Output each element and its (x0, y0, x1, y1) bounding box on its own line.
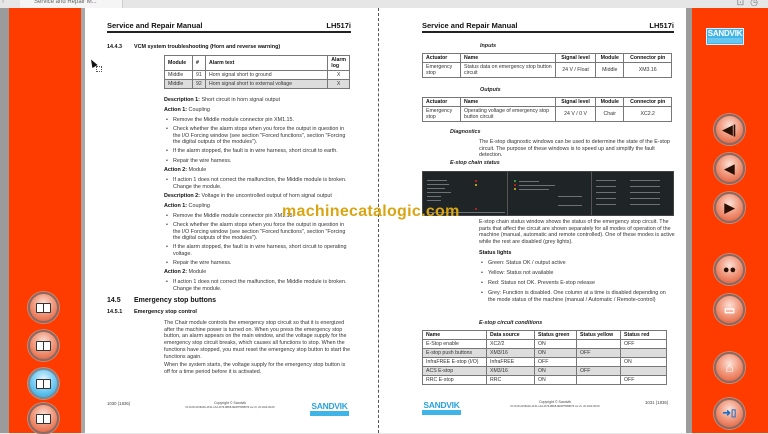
copyright-right: Copyright © Sandvik ID:CUID-0158A0A-1F41-1A3-4479-9BD8-9E08755B8979 ver:v0, 20 2022-09-08 (510, 400, 600, 408)
section-14-5-1-number: 14.5.1 (107, 309, 123, 315)
book-edit-icon (36, 341, 51, 351)
estop-chain-status-screenshot (422, 171, 674, 216)
print-button[interactable] (714, 294, 745, 325)
bookmark-icon[interactable]: ⊡ (736, 0, 751, 7)
sandvik-footer-logo-right: SANDVIK (422, 400, 461, 415)
green-status-light (514, 180, 516, 182)
list-item: • Repair the wire harness. (166, 260, 352, 267)
previous-page-icon: ◀ (724, 160, 735, 176)
outputs-table: Actuator Name Signal level Module Connector pin Emergency stop Operating voltage of emergency stop button circuit 24 V / 0 V Chair XC2.2 (422, 97, 672, 122)
left-page-header (107, 21, 351, 33)
red-status-light (475, 208, 477, 210)
machine-model: LH517i (326, 21, 351, 30)
diagnostics-text: The E-stop diagnostic windows can be used to determine the state of the E-stop circuit. The purpose of these windows is to speed up and simplify the fault detection. (479, 139, 670, 159)
col-module: Module (165, 56, 193, 71)
manual-title: Service and Repair Manual (422, 21, 518, 30)
page-number-right: 1031 (1836) (645, 400, 669, 405)
description-2: Description 2: Voltage in the uncontrolled output of horn signal output (164, 193, 332, 199)
next-page-icon: ▶ (724, 199, 735, 215)
emergency-stop-paragraph-2: When the system starts, the voltage supply for the emergency stop button is off for a time period before it is activated. (164, 362, 346, 375)
first-page-button[interactable] (714, 114, 745, 145)
table-row: Middle 91 Horn signal short to ground X (165, 71, 350, 80)
inputs-table: Actuator Name Signal level Module Connector pin Emergency stop Status data on emergency stop button circuit 24 V / Float Middle XM3.16 (422, 53, 672, 78)
manual-title: Service and Repair Manual (107, 21, 203, 30)
status-lights-title: Status lights (479, 250, 512, 256)
red-status-light (475, 180, 477, 182)
conditions-title: E-stop circuit conditions (479, 320, 543, 326)
table-row: E-Stop enable XC2/2 ON OFF (423, 340, 667, 349)
list-item: • If the alarm stopped, the fault is in wire harness, short circuit to earth. (166, 148, 352, 155)
browser-tab-bar (0, 0, 768, 8)
right-page-header (422, 21, 674, 33)
table-row: ACS E-stop XM3/16 ON OFF (423, 367, 667, 376)
list-item: • Check whether the alarm stops when you force the output in question in the I/O Forcing window (see section "Forced functions", section "Forcing the digital outputs of the modules"). (166, 222, 352, 242)
list-item: • If action 1 does not correct the malfunction, the Middle module is broken. Change the module. (166, 279, 352, 292)
list-item: • Repair the wire harness. (166, 158, 352, 165)
col-alarm-log: Alarm log (328, 56, 350, 71)
exit-button[interactable] (714, 398, 745, 429)
table-row: Emergency stop Operating voltage of emergency stop button circuit 24 V / 0 V Chair XC2.2 (423, 107, 672, 122)
book-link-icon (36, 379, 51, 389)
list-item: • Grey: Function is disabled. One column at a time is disabled depending on the mode status of the machine (manual / Automatic / Remote-control) (481, 290, 671, 303)
home-button[interactable] (714, 352, 745, 383)
help-icon[interactable]: ◷ (750, 0, 764, 7)
list-item: • If the alarm stopped, the fault is in wire harness, short circuit to operating voltage. (166, 244, 352, 257)
table-row: InfraFREE E-stop (I/O) InfraFREE OFF ON (423, 358, 667, 367)
home-icon: ⌂ (725, 360, 734, 375)
outputs-caption: Outputs (480, 87, 501, 93)
estop-pane-legend (508, 172, 592, 215)
previous-page-button[interactable] (714, 153, 745, 184)
red-status-light (514, 184, 516, 186)
first-page-icon: ◀| (722, 121, 737, 137)
copyright-left: Copyright © Sandvik ID:CUID-0158A0A-1F41-1A3-4479-9BD8-9E08755B8979 ver:v0, 20 2022-09-08 (185, 401, 275, 409)
alarm-table (164, 55, 350, 89)
col-number: # (193, 56, 206, 71)
section-14-5-title: Emergency stop buttons (134, 297, 217, 304)
book-index-button[interactable] (28, 403, 59, 434)
diagnostics-title: Diagnostics (450, 129, 481, 135)
action-2b: Action 2: Module (164, 269, 207, 275)
list-item: • Green: Status OK / output active (481, 260, 671, 267)
estop-pane-details (592, 172, 674, 215)
cursor-selection-icon (96, 66, 102, 72)
book-open-icon (36, 303, 51, 313)
section-14-5-number: 14.5 (107, 297, 121, 304)
chain-status-title: E-stop chain status (450, 160, 500, 166)
yellow-status-light (514, 188, 516, 190)
action-1: Action 1: Coupling (164, 107, 210, 113)
tab-scroll-left[interactable]: › (2, 0, 4, 5)
list-item: • Check whether the alarm stops when you force the output in question in the I/O Forcing window (see section "Forced functions", section "Forcing the digital outputs of the modules"). (166, 126, 352, 146)
col-alarm-text: Alarm text (206, 56, 328, 71)
book-link-button[interactable] (28, 368, 59, 399)
table-row: E-stop push buttons XM3/16 ON OFF (423, 349, 667, 358)
top-right-icons (737, 0, 764, 8)
machine-model: LH517i (649, 21, 674, 30)
yellow-status-light (475, 184, 477, 186)
page-number-left: 1030 (1836) (107, 401, 131, 406)
inputs-caption: Inputs (480, 43, 497, 49)
list-item: • Remove the Middle module connector pin XM1.15. (166, 213, 352, 220)
list-item: • Red: Status not OK. Prevents E-stop release (481, 280, 671, 287)
list-item: • Yellow: Status not available (481, 270, 671, 277)
chain-status-text: E-stop chain status window shows the status of the emergency stop circuit. The parts that affect the circuit are shown separately for all modes of operation of the machine (manual, automatic and remote controlled). One of these modes is active while the rest are disabled (grey lights). (479, 219, 675, 246)
sandvik-footer-logo-left: SANDVIK (310, 401, 349, 416)
description-1: Description 1: Short circuit in horn signal output (164, 97, 280, 103)
search-button[interactable] (714, 254, 745, 285)
action-1b: Action 1: Coupling (164, 203, 210, 209)
table-row: Middle 92 Horn signal short to external voltage X (165, 80, 350, 89)
watermark-text: machinecatalogic.com (282, 203, 460, 220)
exit-icon: ➜▯ (722, 408, 737, 419)
book-index-icon (36, 414, 51, 424)
book-edit-button[interactable] (28, 330, 59, 361)
section-14-5-1-title: Emergency stop control (134, 309, 197, 315)
section-title: VCM system troubleshooting (Horn and reverse warning) (134, 44, 281, 50)
list-item: • If action 1 does not correct the malfunction, the Middle module is broken. Change the module. (166, 177, 352, 190)
sandvik-brand-logo: SANDVIK (706, 28, 744, 45)
section-number: 14.4.3 (107, 44, 122, 50)
emergency-stop-paragraph-1: The Chair module controls the emergency stop circuit so that it is energized after the machine power is turned on. When you press the emergency stop button, an alarm appears on the main window, and the voltage supply for the emergency stop circuit breaks, which causes all functions to stop. When the functions have stopped, you must reset the emergency stop button to start the functions again. (164, 320, 351, 360)
table-row: Emergency stop Status data on emergency stop button circuit 24 V / Float Middle XM3.16 (423, 63, 672, 78)
book-open-button[interactable] (28, 292, 59, 323)
binoculars-icon: ●● (722, 263, 737, 276)
table-row: RRC E-stop RRC ON OFF (423, 376, 667, 385)
browser-tab[interactable]: Service and Repair M... (20, 0, 123, 8)
conditions-table: Name Data source Status green Status yellow Status red E-Stop enable XC2/2 ON OFF E-stop push buttons XM3/16 ON OFF InfraFREE E-stop (I/O) InfraFREE OFF ON ACS E-stop XM3/16 ON OFF RRC E-stop RRC ON OFF (422, 330, 667, 385)
list-item: • Remove the Middle module connector pin XM1.15. (166, 117, 352, 124)
left-edge (0, 8, 9, 433)
next-page-button[interactable] (714, 192, 745, 223)
printer-icon: ▭ (723, 302, 736, 317)
action-2: Action 2: Module (164, 167, 207, 173)
